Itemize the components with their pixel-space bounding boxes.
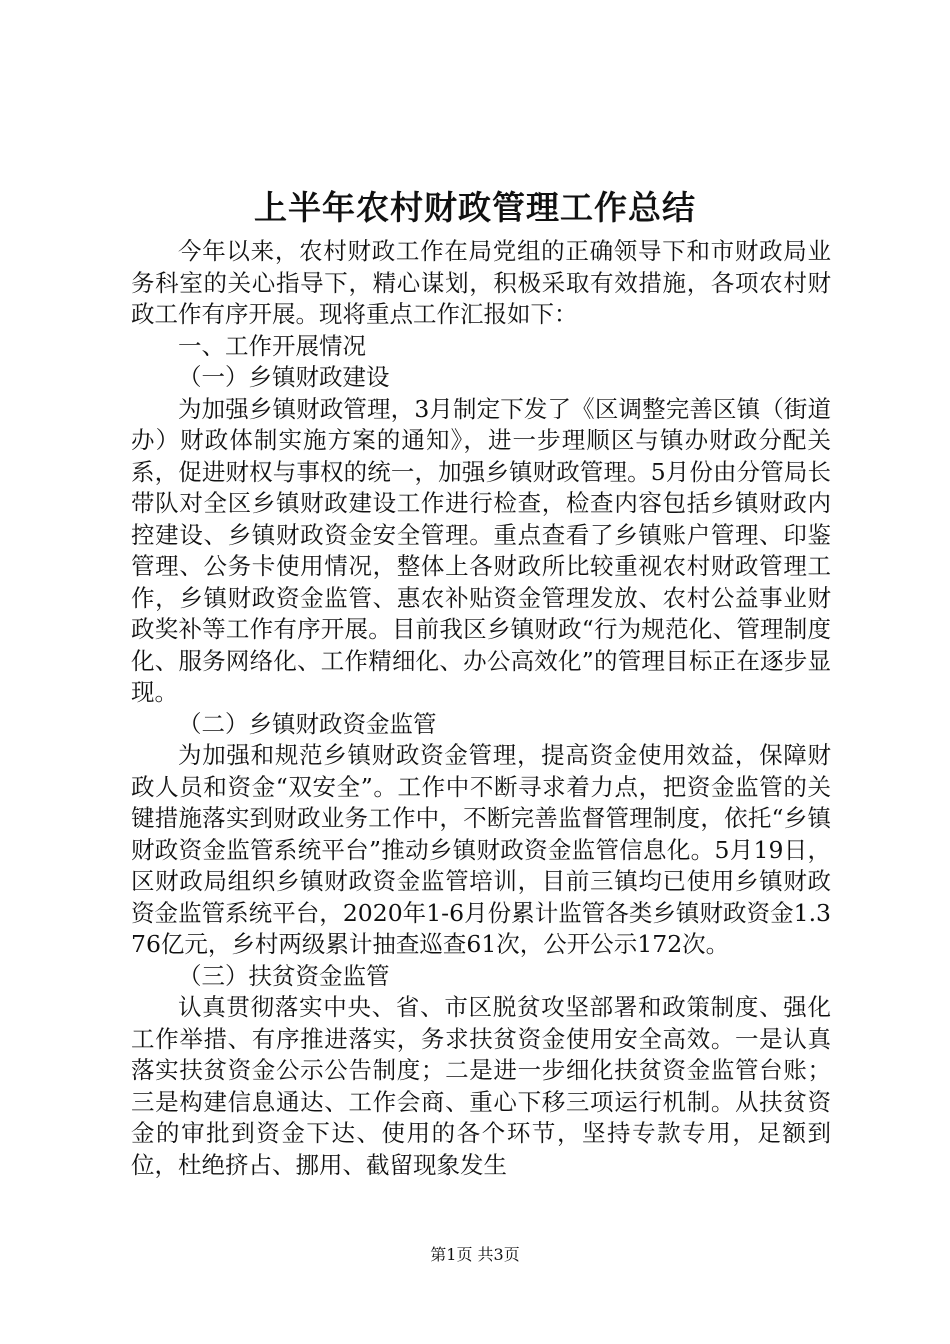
paragraph-fund-supervision: 为加强和规范乡镇财政资金管理，提高资金使用效益，保障财政人员和资金“双安全”。工作中不断寻求着力点，把资金监管的关键措施落实到财政业务工作中，不断完善监督管理制度，依托“乡镇财政资金监管系统平台”推动乡镇财政资金监管信息化。5月19日，区财政局组织乡镇财政资金监管培训，目前三镇均已使用乡镇财政资金监管系统平台，2020年1-6月份累计监管各类乡镇财政资金1.376亿元，乡村两级累计抽查巡查61次，公开公示172次。 [131, 741, 831, 958]
document-title: 上半年农村财政管理工作总结 [254, 188, 696, 227]
paragraph-poverty-funds: 认真贯彻落实中央、省、市区脱贫攻坚部署和政策制度、强化工作举措、有序推进落实，务求扶贫资金使用安全高效。一是认真落实扶贫资金公示公告制度；二是进一步细化扶贫资金监管台账；三是构建信息通达、工作会商、重心下移三项运行机制。从扶贫资金的审批到资金下达、使用的各个环节，坚持专款专用，足额到位，杜绝挤占、挪用、截留现象发生 [131, 993, 831, 1179]
paragraph-township-finance: 为加强乡镇财政管理，3月制定下发了《区调整完善区镇（街道办）财政体制实施方案的通知》，进一步理顺区与镇办财政分配关系，促进财权与事权的统一，加强乡镇财政管理。5月份由分管局长带队对全区乡镇财政建设工作进行检查，检查内容包括乡镇财政内控建设、乡镇财政资金安全管理。重点查看了乡镇账户管理、印鉴管理、公务卡使用情况，整体上各财政所比较重视农村财政管理工作，乡镇财政资金监管、惠农补贴资金管理发放、农村公益事业财政奖补等工作有序开展。目前我区乡镇财政“行为规范化、管理制度化、服务网络化、工作精细化、办公高效化”的管理目标正在逐步显现。 [131, 394, 831, 706]
subsection-heading-fund-supervision: （二）乡镇财政资金监管 [178, 709, 437, 738]
page-number-footer: 第1页 共3页 [430, 1245, 520, 1264]
section-heading-work-status: 一、工作开展情况 [178, 331, 366, 360]
subsection-heading-poverty-funds: （三）扶贫资金监管 [178, 961, 390, 990]
document-body [131, 236, 831, 1181]
intro-paragraph: 今年以来，农村财政工作在局党组的正确领导下和市财政局业务科室的关心指导下，精心谋划，积极采取有效措施，各项农村财政工作有序开展。现将重点工作汇报如下： [131, 237, 831, 328]
subsection-heading-township-finance: （一）乡镇财政建设 [178, 363, 390, 391]
